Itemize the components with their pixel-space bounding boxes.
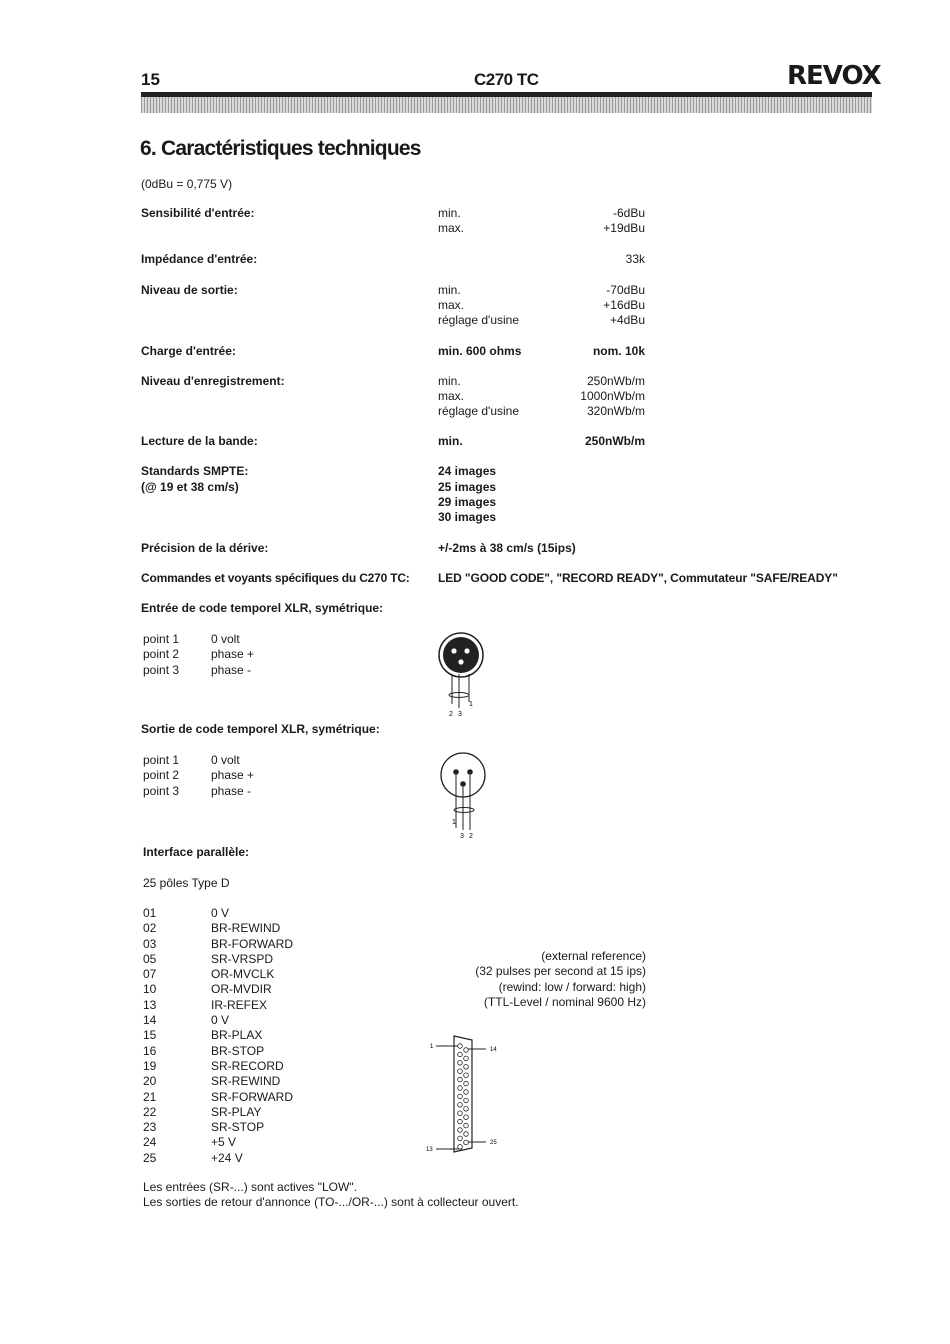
xlr-output-point-list xyxy=(143,753,254,799)
dsub-pin-row1 xyxy=(458,1128,463,1133)
page-title: 6. Caractéristiques techniques xyxy=(140,137,421,160)
pin-signal: BR-FORWARD xyxy=(211,936,293,951)
pin-label: 1 xyxy=(452,819,456,826)
spec-label-drift: Précision de la dérive: xyxy=(141,541,269,555)
table-row xyxy=(143,1028,293,1043)
list-item: point 1 0 volt xyxy=(143,632,240,646)
dsub-pin-row1 xyxy=(458,1077,463,1082)
dsub-pin-row2 xyxy=(464,1123,469,1128)
table-row xyxy=(143,1120,293,1135)
dsub-pin-row2 xyxy=(464,1056,469,1061)
dsub-pin-row1 xyxy=(458,1119,463,1124)
spec-value: 33k xyxy=(625,252,645,266)
table-row xyxy=(143,1059,293,1074)
spec-key: max. xyxy=(438,221,465,235)
spec-key: min. xyxy=(438,374,461,388)
pin-number: 03 xyxy=(143,936,157,951)
dsub-pin-row1 xyxy=(458,1111,463,1116)
dsub-pin-row2 xyxy=(464,1107,469,1112)
xlr-input-point-list xyxy=(143,632,254,678)
pin-number: 13 xyxy=(143,997,157,1012)
xlr-male-output-diagram xyxy=(436,748,496,842)
pin-signal: SR-RECORD xyxy=(211,1058,284,1073)
spec-label-output-level: Niveau de sortie: xyxy=(141,283,238,297)
pin-number: 19 xyxy=(143,1058,157,1073)
pin-number: 07 xyxy=(143,967,157,982)
dsub-pin-row2 xyxy=(464,1132,469,1137)
table-row xyxy=(143,967,293,982)
pin-signal: BR-PLAX xyxy=(211,1028,263,1043)
spec-key: min. xyxy=(438,283,461,297)
parallel-pin-table xyxy=(143,906,293,1166)
spec-key: réglage d'usine xyxy=(438,404,520,418)
spec-key: max. xyxy=(438,298,465,312)
pin-label: 13 xyxy=(426,1147,433,1153)
dsub-pin-row2 xyxy=(464,1098,469,1103)
pin-number: 23 xyxy=(143,1120,157,1135)
dsub-pin-row1 xyxy=(458,1103,463,1108)
list-item: point 3 phase - xyxy=(143,662,252,677)
note-line: (32 pulses per second at 15 ips) xyxy=(475,964,646,979)
pin-signal: SR-PLAY xyxy=(211,1104,262,1119)
spec-key: réglage d'usine xyxy=(438,313,520,327)
pin-number: 21 xyxy=(143,1089,157,1104)
spec-label-smpte-speeds: (@ 19 et 38 cm/s) xyxy=(141,480,239,494)
pin-number: 15 xyxy=(143,1028,157,1043)
spec-label-playback: Lecture de la bande: xyxy=(141,434,258,448)
smpte-value: 24 images xyxy=(438,464,497,478)
pin-signal: BR-STOP xyxy=(211,1043,265,1058)
footer-line: Les entrées (SR-...) sont actives "LOW". xyxy=(143,1180,357,1194)
dsub-pin-row2 xyxy=(464,1115,469,1120)
pin-number: 14 xyxy=(143,1013,157,1028)
pin-signal: OR-MVCLK xyxy=(211,967,275,982)
table-row xyxy=(143,1135,293,1150)
table-row xyxy=(143,906,293,921)
model-name: C270 TC xyxy=(474,70,539,89)
list-item: point 1 0 volt xyxy=(143,753,240,767)
spec-value: +19dBu xyxy=(603,221,645,235)
dsub-pin-row2 xyxy=(464,1073,469,1078)
spec-label-load: Charge d'entrée: xyxy=(141,344,236,358)
pin-label: 3 xyxy=(460,833,464,840)
table-row xyxy=(143,1044,293,1059)
pin-signal: SR-REWIND xyxy=(211,1074,281,1089)
pin-label: 1 xyxy=(430,1044,434,1050)
xlr-input-title: Entrée de code temporel XLR, symétrique: xyxy=(141,601,384,615)
footer-notes xyxy=(143,1180,519,1211)
pin-signal: BR-REWIND xyxy=(211,921,281,936)
pin-number: 16 xyxy=(143,1043,157,1058)
dsub-pin-row1 xyxy=(458,1044,463,1049)
dsub-pin-row1 xyxy=(458,1061,463,1066)
spec-label-impedance: Impédance d'entrée: xyxy=(141,252,258,266)
spec-label-sensitivity: Sensibilité d'entrée: xyxy=(141,206,255,220)
spec-value: 1000nWb/m xyxy=(580,389,645,403)
pin-number: 25 xyxy=(143,1150,157,1165)
pin-signal: +24 V xyxy=(211,1150,243,1165)
header-hatch-band xyxy=(141,97,872,113)
table-row xyxy=(143,998,293,1013)
table-row xyxy=(143,1151,293,1166)
dsub-pin-row1 xyxy=(458,1145,463,1150)
parallel-interface-title: Interface parallèle: xyxy=(143,845,250,859)
pin-signal: 0 V xyxy=(211,906,230,920)
pin-number: 20 xyxy=(143,1074,157,1089)
connector-type: 25 pôles Type D xyxy=(143,876,230,890)
spec-label-smpte: Standards SMPTE: xyxy=(141,464,249,478)
dsub-pin-row2 xyxy=(464,1048,469,1053)
list-item: point 3 phase - xyxy=(143,783,252,798)
reference-level-note: (0dBu = 0,775 V) xyxy=(141,177,233,191)
spec-value: -6dBu xyxy=(612,206,645,220)
smpte-value: 25 images xyxy=(438,480,497,494)
pin-number: 22 xyxy=(143,1104,157,1119)
pin-number: 05 xyxy=(143,951,157,966)
spec-value: -70dBu xyxy=(606,283,645,297)
dsub-pin-row2 xyxy=(464,1090,469,1095)
pin-label: 2 xyxy=(469,833,473,840)
xlr-female-input-diagram xyxy=(436,628,496,722)
smpte-value: 30 images xyxy=(438,510,497,524)
spec-value: nom. 10k xyxy=(592,344,645,358)
parallel-pin-notes xyxy=(475,949,646,1010)
pin-number: 24 xyxy=(143,1135,157,1150)
table-row xyxy=(143,1090,293,1105)
dsub-pin-row1 xyxy=(458,1069,463,1074)
note-line: (external reference) xyxy=(541,949,646,963)
table-row xyxy=(143,982,293,997)
note-line: (rewind: low / forward: high) xyxy=(498,979,646,994)
pin-label: 3 xyxy=(458,711,462,718)
spec-key: min. 600 ohms xyxy=(438,344,522,358)
note-line: (TTL-Level / nominal 9600 Hz) xyxy=(483,994,646,1009)
pin-signal: 0 V xyxy=(211,1013,230,1028)
dsub-pin-row2 xyxy=(464,1065,469,1070)
smpte-value: 29 images xyxy=(438,495,497,509)
pin-signal: OR-MVDIR xyxy=(211,982,272,997)
spec-value: 250nWb/m xyxy=(586,374,645,388)
brand-logo: REVOX xyxy=(787,61,881,91)
pin-label: 1 xyxy=(469,701,473,708)
pin-label: 25 xyxy=(490,1140,497,1146)
pin-signal: SR-FORWARD xyxy=(211,1089,293,1104)
table-row xyxy=(143,1074,293,1089)
page-number: 15 xyxy=(141,70,160,89)
spec-value: +4dBu xyxy=(609,313,645,327)
spec-label-record-level: Niveau d'enregistrement: xyxy=(141,374,285,388)
spec-label-controls: Commandes et voyants spécifiques du C270 TC: xyxy=(141,571,410,585)
spec-value: +16dBu xyxy=(603,298,645,312)
spec-value: 320nWb/m xyxy=(586,404,645,418)
pin-signal: SR-STOP xyxy=(211,1120,265,1135)
pin-number: 01 xyxy=(143,906,157,920)
dsub-pin-row2 xyxy=(464,1140,469,1145)
pin-signal: IR-REFEX xyxy=(211,997,268,1012)
table-row xyxy=(143,1013,293,1028)
spec-key: max. xyxy=(438,389,465,403)
pin-label: 2 xyxy=(449,711,453,718)
dsub-pin-row1 xyxy=(458,1136,463,1141)
list-item: point 2 phase + xyxy=(143,768,255,783)
spec-key: min. xyxy=(438,206,461,220)
table-row xyxy=(143,921,293,936)
footer-line: Les sorties de retour d'annonce (TO-.../OR-...) sont à collecteur ouvert. xyxy=(143,1195,519,1210)
table-row xyxy=(143,1105,293,1120)
dsub-pin-row1 xyxy=(458,1086,463,1091)
list-item: point 2 phase + xyxy=(143,647,255,662)
spec-value: 250nWb/m xyxy=(584,434,645,448)
spec-value: +/-2ms à 38 cm/s (15ips) xyxy=(438,541,576,555)
spec-key: min. xyxy=(438,434,463,448)
pin-number: 02 xyxy=(143,921,157,936)
pin-signal: +5 V xyxy=(211,1135,237,1150)
table-row xyxy=(143,952,293,967)
dsub-pin-row1 xyxy=(458,1052,463,1057)
sub-d-25-connector-diagram xyxy=(424,1032,508,1158)
spec-value: LED "GOOD CODE", "RECORD READY", Commutateur "SAFE/READY" xyxy=(438,571,838,585)
dsub-pin-row1 xyxy=(458,1094,463,1099)
dsub-pin-row2 xyxy=(464,1081,469,1086)
pin-signal: SR-VRSPD xyxy=(211,951,274,966)
table-row xyxy=(143,937,293,952)
pin-label: 14 xyxy=(490,1047,497,1053)
pin-number: 10 xyxy=(143,982,157,997)
xlr-output-title: Sortie de code temporel XLR, symétrique: xyxy=(141,722,380,736)
